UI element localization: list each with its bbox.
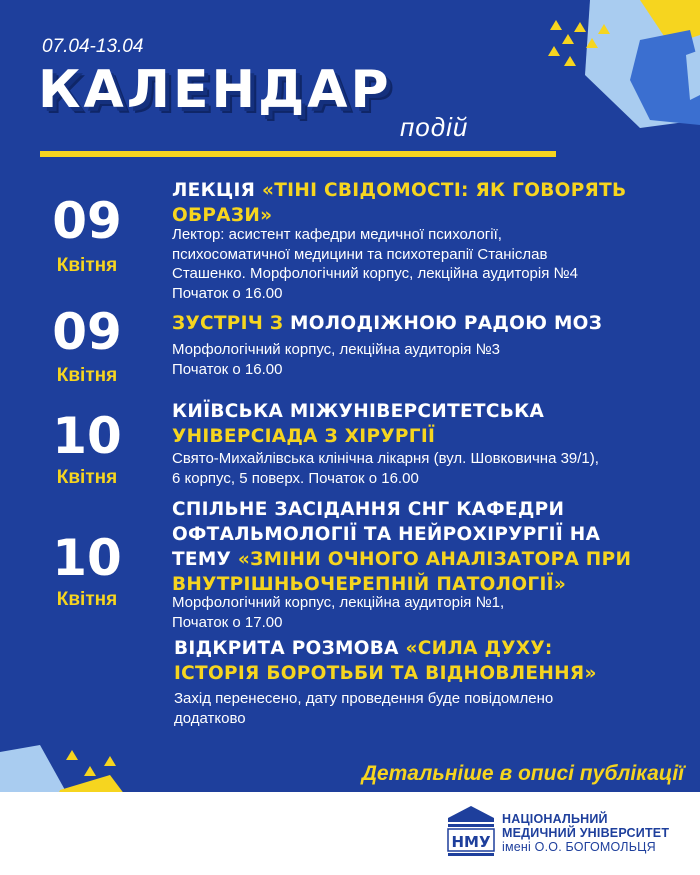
university-name-line: імені О.О. БОГОМОЛЬЦЯ	[502, 840, 656, 854]
event-title-prefix: КИЇВСЬКА МІЖУНІВЕРСИТЕТСЬКА	[172, 401, 545, 422]
event-month: Квітня	[56, 589, 118, 610]
event-description	[172, 449, 662, 488]
event-title	[172, 178, 642, 228]
desc-line: Лектор: асистент кафедри медичної психології,	[172, 226, 502, 243]
title-divider	[40, 151, 556, 157]
event-day: 09	[52, 192, 122, 250]
desc-line: Сташенко. Морфологічний корпус, лекційна аудиторія №4	[172, 265, 578, 282]
logo-text: НМУ	[451, 833, 491, 851]
event-title-line: ОФТАЛЬМОЛОГІЇ ТА НЕЙРОХІРУРГІЇ НА	[172, 524, 601, 545]
university-name-line: НАЦІОНАЛЬНИЙ	[502, 812, 608, 826]
event-description	[174, 689, 664, 728]
event-description	[172, 593, 662, 632]
event-month: Квітня	[56, 255, 118, 276]
desc-line: Початок о 17.00	[172, 613, 283, 631]
page-subtitle: подій	[400, 112, 469, 142]
university-name	[502, 812, 669, 854]
event-title-prefix: ЛЕКЦІЯ	[172, 180, 262, 201]
event-month: Квітня	[56, 467, 118, 488]
desc-line: Початок о 16.00	[172, 360, 283, 378]
more-details-text: Детальніше в описі публікації	[361, 762, 684, 785]
desc-line: Свято-Михайлівська клінічна лікарня (вул. Шовковична 39/1),	[172, 450, 599, 467]
event-description	[172, 340, 662, 379]
desc-line: додатково	[174, 709, 246, 727]
event-title	[172, 311, 642, 336]
desc-line: Морфологічний корпус, лекційна аудиторія №1,	[172, 594, 505, 611]
event-title-prefix: ТЕМУ	[172, 549, 238, 570]
event-title-suffix: МОЛОДІЖНОЮ РАДОЮ МОЗ	[290, 313, 603, 334]
page-title: КАЛЕНДАР	[38, 60, 392, 120]
desc-line: психосоматичної медицини та психотерапії Станіслав	[172, 245, 548, 263]
desc-line: Морфологічний корпус, лекційна аудиторія №3	[172, 341, 501, 358]
event-description	[172, 225, 662, 303]
desc-line: 6 корпус, 5 поверх. Початок о 16.00	[172, 469, 419, 487]
desc-line: Захід перенесено, дату проведення буде повідомлено	[174, 690, 554, 707]
event-title-highlight: ІСТОРІЯ БОРОТЬБИ ТА ВІДНОВЛЕННЯ»	[174, 663, 597, 684]
event-title-highlight: «ТІНІ СВІДОМОСТІ: ЯК ГОВОРЯТЬ ОБРАЗИ»	[172, 180, 627, 226]
event-day: 09	[52, 303, 122, 361]
event-title	[172, 399, 642, 449]
event-title-highlight: ВНУТРІШНЬОЧЕРЕПНІЙ ПАТОЛОГІЇ»	[172, 574, 567, 595]
event-month: Квітня	[56, 365, 118, 386]
event-title-highlight: «ЗМІНИ ОЧНОГО АНАЛІЗАТОРА ПРИ	[237, 549, 632, 570]
event-title-highlight: «СИЛА ДУХУ:	[405, 638, 553, 659]
event-day: 10	[52, 529, 122, 587]
dots-pattern-bottom	[66, 750, 116, 776]
event-title-highlight: ЗУСТРІЧ З	[172, 313, 291, 334]
university-name-line: МЕДИЧНИЙ УНІВЕРСИТЕТ	[502, 826, 670, 840]
event-title-prefix: ВІДКРИТА РОЗМОВА	[174, 638, 406, 659]
event-title	[174, 636, 644, 686]
event-day: 10	[52, 407, 122, 465]
desc-line: Початок о 16.00	[172, 284, 283, 302]
event-title-line: СПІЛЬНЕ ЗАСІДАННЯ СНГ КАФЕДРИ	[172, 499, 565, 520]
date-range: 07.04-13.04	[42, 36, 144, 57]
event-title-highlight: УНІВЕРСІАДА З ХІРУРГІЇ	[172, 426, 436, 447]
university-logo-icon	[446, 804, 496, 858]
event-title	[172, 497, 642, 597]
